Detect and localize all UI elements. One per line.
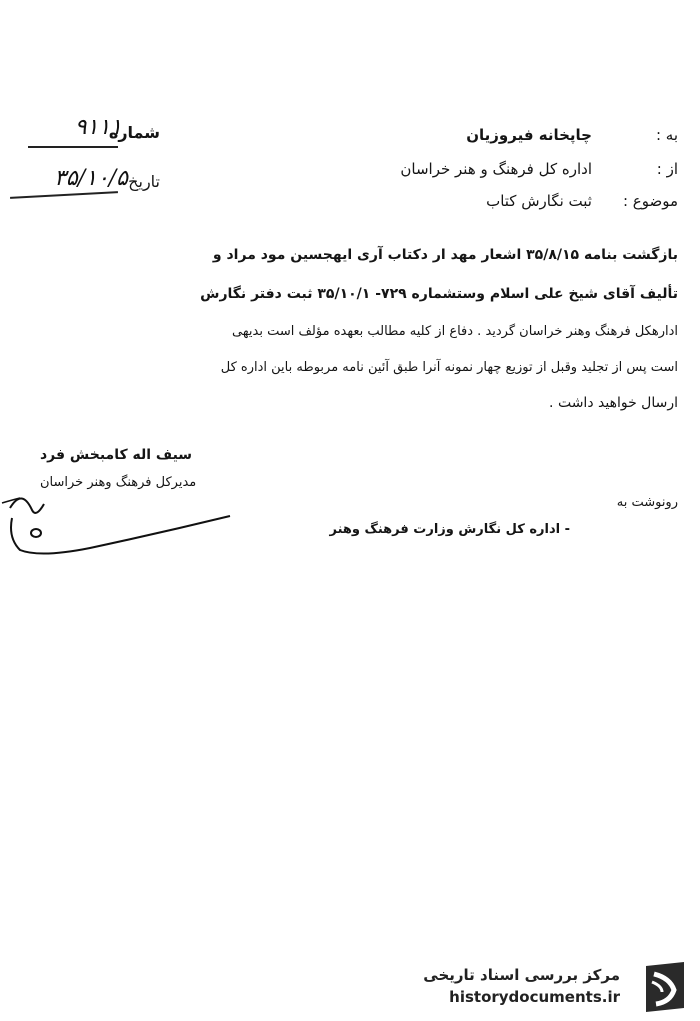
from-label: از : [656,160,678,178]
handwritten-signature [0,478,240,568]
date-label: تاریخ [128,172,160,191]
from-value: اداره کل فرهنگ و هنر خراسان [400,160,592,178]
to-label: به : [655,126,678,144]
subject-value: ثبت نگارش کتاب [486,192,592,210]
signer-name: سیف اله کامبخش فرد [40,447,193,463]
body-line: ارسال خواهید داشت . [549,395,678,411]
watermark-url: historydocuments.ir [449,988,620,1006]
watermark-title: مرکز بررسی اسناد تاریخی [423,966,620,984]
archive-logo-icon [640,960,690,1014]
signer-title: مدیرکل فرهنگ وهنر خراسان [40,475,197,490]
cc-item: - اداره کل نگارش وزارت فرهنگ وهنر [329,522,570,537]
date-value: ۳۵/۱۰/۵ [54,166,128,191]
body-line: است پس از تجلید وقبل از توزیع چهار نمونه آنرا طبق آئین نامه مربوطه باین اداره کل [220,360,678,375]
body-line: ادارهکل فرهنگ وهنر خراسان گردید . دفاع از کلیه مطالب بعهده مؤلف است بدیهی [232,324,678,339]
body-line: تألیف آقای شیخ علی اسلام وستشماره ۷۲۹- ۳۵/۱۰/۱ ثبت دفتر نگارش [200,286,678,302]
number-underline [28,146,118,148]
body-line: بازگشت بنامه ۳۵/۸/۱۵ اشعار مهد ار دکتاب آری ایهجسین مود مراد و [212,247,678,263]
date-underline [10,191,118,199]
to-value: چاپخانه فیروزیان [466,126,592,144]
number-label: شماره [108,123,160,142]
cc-label: رونوشت به [616,495,678,510]
subject-label: موضوع : [622,192,678,210]
number-value: ۹۱۱۱ [74,115,122,140]
